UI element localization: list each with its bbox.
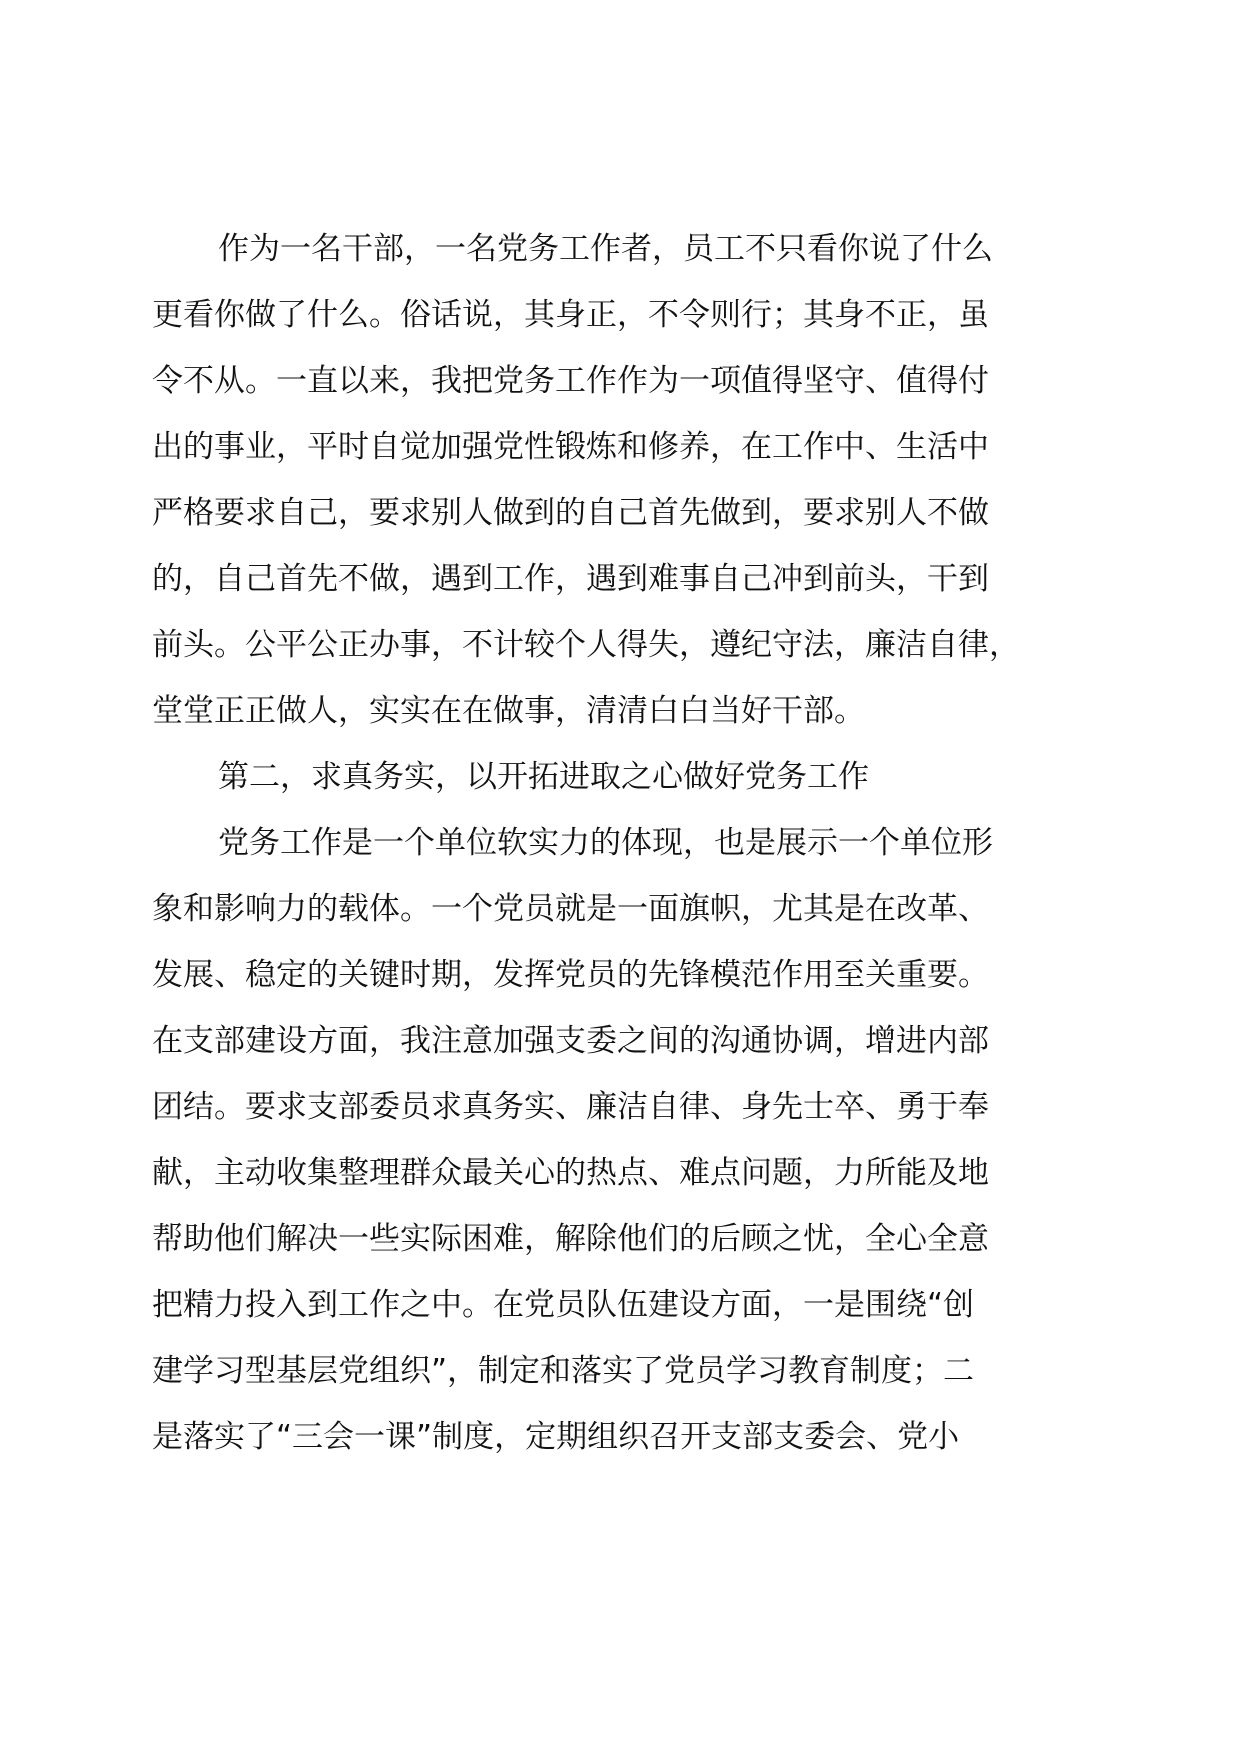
paragraph (152, 216, 1112, 744)
text-line: 把精力投入到工作之中。在党员队伍建设方面，一是围绕“创 (152, 1287, 975, 1323)
text-line: 严格要求自己，要求别人做到的自己首先做到，要求别人不做 (152, 495, 989, 531)
text-line: 团结。要求支部委员求真务实、廉洁自律、身先士卒、勇于奉 (152, 1089, 989, 1125)
text-line: 的，自己首先不做，遇到工作，遇到难事自己冲到前头，干到 (152, 561, 989, 597)
text-line: 发展、稳定的关键时期，发挥党员的先锋模范作用至关重要。 (152, 957, 989, 993)
text-line: 前头。公平公正办事，不计较个人得失，遵纪守法，廉洁自律， (152, 627, 1020, 663)
text-line: 献，主动收集整理群众最关心的热点、难点问题，力所能及地 (152, 1155, 989, 1191)
text-line: 建学习型基层党组织”，制定和落实了党员学习教育制度；二 (152, 1353, 975, 1389)
text-line: 在支部建设方面，我注意加强支委之间的沟通协调，增进内部 (152, 1023, 989, 1059)
text-line: 党务工作是一个单位软实力的体现，也是展示一个单位形 (218, 825, 993, 861)
text-line: 令不从。一直以来，我把党务工作作为一项值得坚守、值得付 (152, 363, 989, 399)
section-heading (152, 744, 1112, 810)
text-line: 出的事业，平时自觉加强党性锻炼和修养，在工作中、生活中 (152, 429, 989, 465)
document-body (152, 216, 1112, 1470)
text-line: 更看你做了什么。俗话说，其身正，不令则行；其身不正，虽 (152, 297, 989, 333)
text-line: 象和影响力的载体。一个党员就是一面旗帜，尤其是在改革、 (152, 891, 989, 927)
text-line: 帮助他们解决一些实际困难，解除他们的后顾之忧，全心全意 (152, 1221, 989, 1257)
heading-line: 第二，求真务实，以开拓进取之心做好党务工作 (218, 759, 869, 795)
paragraph (152, 810, 1112, 1470)
text-line: 是落实了“三会一课”制度，定期组织召开支部支委会、党小 (152, 1419, 960, 1455)
text-line: 堂堂正正做人，实实在在做事，清清白白当好干部。 (152, 693, 865, 729)
text-line: 作为一名干部，一名党务工作者，员工不只看你说了什么 (218, 231, 993, 267)
